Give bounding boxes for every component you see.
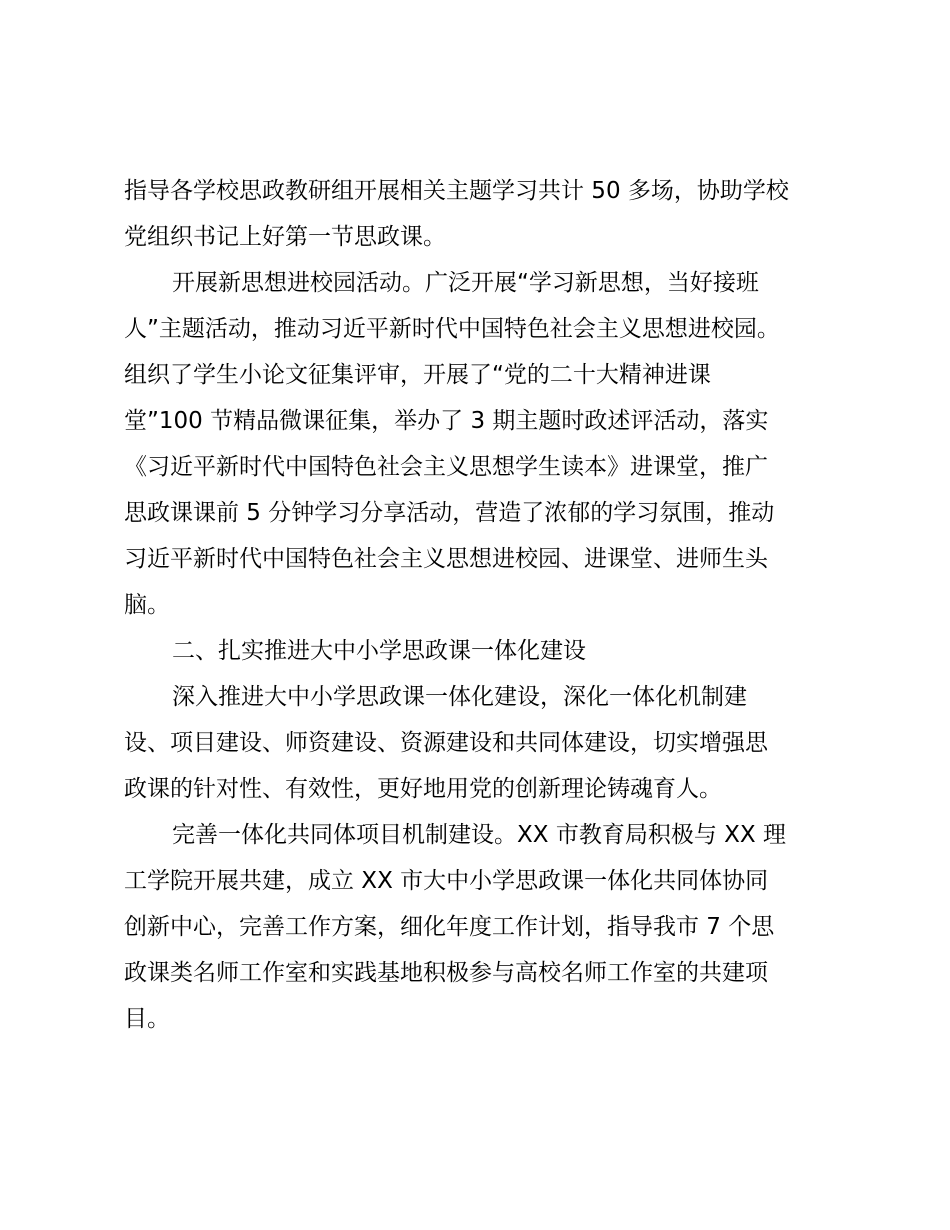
section-heading [124, 628, 836, 674]
text-line: 政课类名师工作室和实践基地积极参与高校名师工作室的共建项 [124, 960, 768, 986]
text-line: 完善一体化共同体项目机制建设。XX 市教育局积极与 XX 理 [172, 822, 786, 848]
paragraph-2 [124, 260, 836, 628]
text-line: 党组织书记上好第一节思政课。 [124, 224, 446, 250]
text-line: 设、项目建设、师资建设、资源建设和共同体建设，切实增强思 [124, 730, 768, 756]
text-line: 工学院开展共建，成立 XX 市大中小学思政课一体化共同体协同 [124, 868, 769, 894]
text-line: 深入推进大中小学思政课一体化建设，深化一体化机制建 [172, 684, 747, 710]
text-line: 思政课课前 5 分钟学习分享活动，营造了浓郁的学习氛围，推动 [124, 500, 775, 526]
text-line: 习近平新时代中国特色社会主义思想进校园、进课堂、进师生头 [124, 546, 768, 572]
document-body [124, 168, 836, 1042]
text-line: 开展新思想进校园活动。广泛开展“学习新思想，当好接班 [172, 270, 759, 296]
text-line: 人”主题活动，推动习近平新时代中国特色社会主义思想进校园。 [124, 316, 780, 342]
heading-line: 二、扎实推进大中小学思政课一体化建设 [172, 638, 586, 664]
text-line: 目。 [124, 1006, 170, 1032]
text-line: 指导各学校思政教研组开展相关主题学习共计 50 多场，协助学校 [124, 178, 789, 204]
text-line: 堂”100 节精品微课征集，举办了 3 期主题时政述评活动，落实 [124, 408, 769, 434]
text-line: 政课的针对性、有效性，更好地用党的创新理论铸魂育人。 [124, 776, 722, 802]
paragraph-4 [124, 812, 836, 1042]
text-line: 脑。 [124, 592, 170, 618]
text-line: 创新中心，完善工作方案，细化年度工作计划，指导我市 7 个思 [124, 914, 775, 940]
paragraph-1 [124, 168, 836, 260]
text-line: 组织了学生小论文征集评审，开展了“党的二十大精神进课 [124, 362, 711, 388]
text-line: 《习近平新时代中国特色社会主义思想学生读本》进课堂，推广 [124, 454, 768, 480]
paragraph-3 [124, 674, 836, 812]
